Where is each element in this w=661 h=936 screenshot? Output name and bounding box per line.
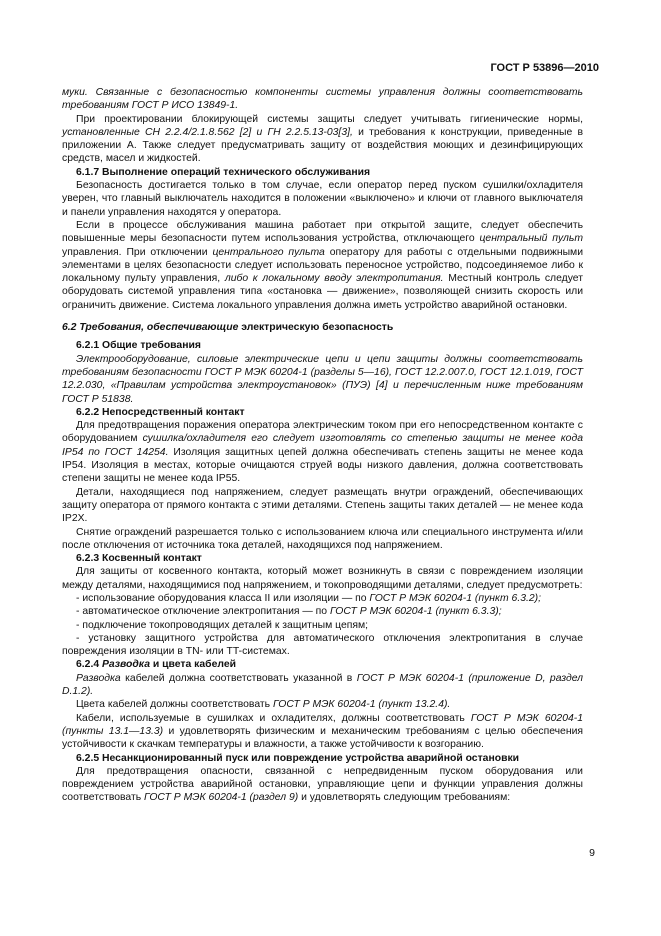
text-run: Разводка bbox=[76, 672, 121, 684]
text-run: Цвета кабелей должны соответствовать bbox=[76, 699, 273, 711]
section-heading bbox=[62, 321, 583, 334]
paragraph bbox=[62, 219, 583, 312]
text-run: - использование оборудования класса II или изоляции — по bbox=[76, 592, 370, 604]
text-run: ГОСТ Р МЭК 60204-1 (пункт 6.3.2); bbox=[369, 592, 542, 604]
text-run: электрическую безопасность bbox=[238, 322, 394, 334]
paragraph bbox=[62, 765, 583, 805]
page-number: 9 bbox=[589, 847, 595, 859]
paragraph bbox=[62, 353, 583, 406]
paragraph bbox=[62, 672, 583, 699]
subsection-heading bbox=[62, 658, 583, 671]
text-run: - установку защитного устройства для автоматического отключения электропитания в случае повреждения изоляции в TN- или TT-системах. bbox=[62, 632, 583, 658]
text-run: управления. При отключении bbox=[62, 246, 213, 258]
text-run: ГОСТ Р МЭК 60204-1 (пункт 6.3.3); bbox=[329, 606, 502, 618]
subsection-heading bbox=[62, 166, 583, 179]
paragraph bbox=[62, 698, 583, 711]
subsection-heading bbox=[62, 752, 583, 765]
text-run: Для предотвращения поражения оператора электрическим током при его непосредственном контакте с оборудованием bbox=[62, 420, 583, 445]
text-run: центрального пульта bbox=[212, 246, 325, 258]
text-run: оператору для работы с отдельными подвижными элементами в целях безопасности следует использовать переносное устройство, подсоединяемое либо к локальному пульту управления, bbox=[62, 246, 584, 285]
text-run: 6.2.1 Общие требования bbox=[76, 340, 201, 352]
page-header bbox=[490, 62, 599, 74]
text-run: и цвета кабелей bbox=[149, 659, 236, 671]
text-run: Местный контроль следует оборудовать системой управления типа «остановка — движение», позволяющей снизить скорость или ограничить движение. Система локального управления должна иметь устройство аварийной остановки. bbox=[62, 273, 583, 311]
paragraph bbox=[62, 526, 583, 553]
list-item bbox=[62, 605, 583, 618]
paragraph bbox=[62, 712, 583, 752]
text-run: Электрооборудование, силовые электрические цепи и цепи защиты должны соответствовать требованиям безопасности ГОСТ Р МЭК 60204-1 (разделы 5—16), ГОСТ 12.2.007.0, ГОСТ 12.1.019, ГОСТ 12.2.030, «Правилам устройства электроустановок» (ПУЭ) [4] и перечисленным ниже требованиям ГОСТ Р 51838. bbox=[62, 353, 583, 405]
text-run: ГОСТ Р МЭК 60204-1 (приложение D, раздел D.1.2). bbox=[62, 672, 583, 698]
paragraph bbox=[62, 419, 583, 485]
text-run: Детали, находящиеся под напряжением, следует размещать внутри ограждений, обеспечивающих защиту оператора от прямого контакта с этими деталями. Степень защиты таких деталей — не менее кода IP2X. bbox=[62, 486, 583, 525]
text-run: 6.1.7 Выполнение операций технического обслуживания bbox=[76, 166, 371, 178]
paragraph bbox=[62, 486, 583, 526]
list-item bbox=[62, 619, 583, 632]
text-run: и требования к конструкции, приведенные в приложении А. Также следует предусматривать защиту от воздействия моющих и дезинфицирующих средств, масел и жидкостей. bbox=[62, 126, 583, 165]
text-run: Безопасность достигается только в том случае, если оператор перед пуском сушилки/охладителя уверен, что главный выключатель находится в положении «выключено» и ключи от главного выключателя и панели управления находятся у оператора. bbox=[62, 180, 583, 218]
text-run: ГОСТ Р МЭК 60204-1 (раздел 9) bbox=[144, 792, 299, 804]
text-run: Изоляция защитных цепей должна обеспечивать степень защиты не менее кода IP54. Изоляция в местах, которые очищаются струей воды низкого давления, должна соответствовать степени защиты не менее кода IP55. bbox=[62, 446, 583, 485]
paragraph bbox=[62, 632, 583, 659]
text-run: - подключение токопроводящих деталей к защитным цепям; bbox=[76, 619, 369, 631]
text-run: Для защиты от косвенного контакта, который может возникнуть в связи с повреждением изоляции между деталями, находящимися под напряжением, и токопроводящими деталями, следует предусмотреть: bbox=[62, 566, 583, 591]
text-run: либо к локальному вводу электропитания. bbox=[224, 273, 444, 285]
text-run: 6.2.2 Непосредственный контакт bbox=[76, 406, 245, 418]
document-code: ГОСТ Р 53896—2010 bbox=[490, 62, 599, 74]
text-run: Кабели, используемые в сушилках и охладителях, должны соответствовать bbox=[76, 712, 471, 724]
list-item bbox=[62, 592, 583, 605]
text-run: и удовлетворять следующим требованиям: bbox=[298, 792, 511, 804]
subsection-heading bbox=[62, 406, 583, 419]
text-run: муки. Связанные с безопасностью компоненты системы управления должны соответствовать требованиям ГОСТ Р ИСО 13849-1. bbox=[62, 87, 583, 112]
text-run: центральный пульт bbox=[479, 233, 584, 245]
text-run: Если в процессе обслуживания машина работает при открытой защите, следует обеспечить повышенные меры безопасности путем использования устройства, отключающего bbox=[62, 219, 583, 245]
page-body bbox=[62, 86, 583, 805]
text-run: Для предотвращения опасности, связанной с непредвиденным пуском оборудования или повреждением устройства аварийной остановки, управляющие цепи и функции управления должны соответствовать bbox=[62, 765, 583, 804]
subsection-heading bbox=[62, 552, 583, 565]
subsection-heading bbox=[62, 339, 583, 352]
paragraph bbox=[62, 113, 583, 166]
text-run: Снятие ограждений разрешается только с использованием ключа или специального инструмента и/или после отключения от источника тока деталей, находящихся под напряжением. bbox=[62, 526, 583, 551]
text-run: кабелей должна соответствовать указанной в bbox=[120, 672, 357, 684]
text-run: 6.2.3 Косвенный контакт bbox=[76, 553, 202, 565]
text-run: 6.2 Требования, обеспечивающие bbox=[62, 322, 239, 334]
text-run: ГОСТ Р МЭК 60204-1 (пункт 13.2.4). bbox=[272, 699, 451, 711]
text-run: сушилка/охладителя его следует изготовлять со степенью защиты не менее кода IP54 по ГОСТ 14254. bbox=[62, 433, 583, 458]
text-run: и удовлетворять физическим и механическим требованиям с целью обеспечения устойчивости к скачкам температуры и влажности, а также устойчивости к возгоранию. bbox=[62, 725, 583, 751]
text-run: При проектировании блокирующей системы защиты следует учитывать гигиенические нормы, bbox=[76, 113, 583, 125]
text-run: 6.2.4 bbox=[76, 659, 102, 671]
paragraph bbox=[62, 86, 583, 113]
text-run: - автоматическое отключение электропитания — по bbox=[76, 606, 330, 618]
text-run: 6.2.5 Несанкционированный пуск или повреждение устройства аварийной остановки bbox=[76, 752, 520, 764]
paragraph bbox=[62, 565, 583, 592]
text-run: Разводка bbox=[102, 659, 150, 671]
paragraph bbox=[62, 179, 583, 219]
text-run: ГОСТ Р МЭК 60204-1 (пункты 13.1—13.3) bbox=[62, 712, 583, 737]
text-run: установленные СН 2.2.4/2.1.8.562 [2] и ГН 2.2.5.13-03[3], bbox=[62, 126, 353, 138]
